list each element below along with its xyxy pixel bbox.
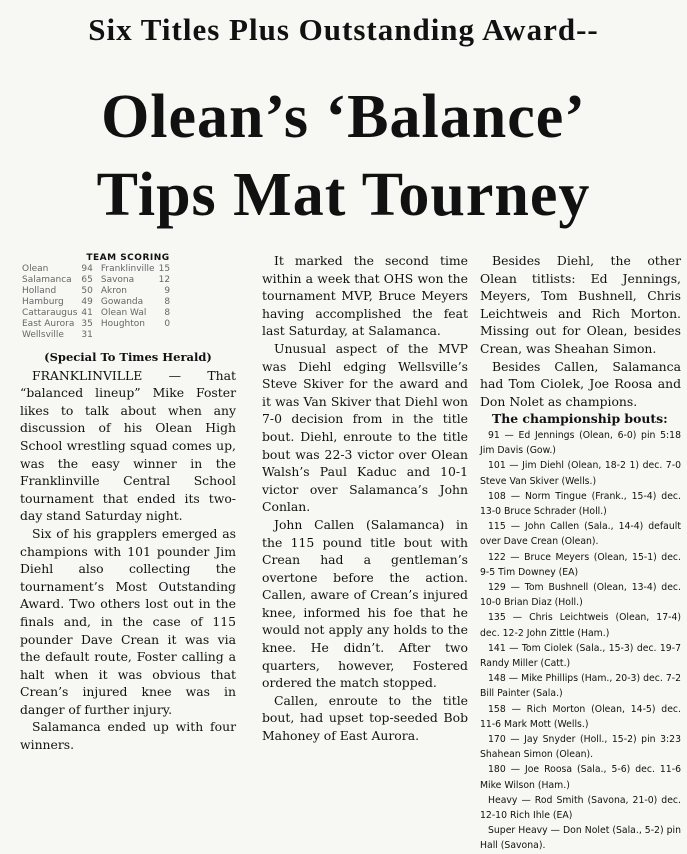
bout-result: 108 — Norm Tingue (Frank., 15-4) dec. 13-0 Bruce Schrader (Holl.) — [480, 490, 681, 517]
headline-line-1: Olean’s ‘Balance’ — [101, 83, 586, 151]
paragraph: Unusual aspect of the MVP was Diehl edging Wellsville’s Steve Skiver for the award and it was Van Skiver that Diehl won 7-0 decision from in the title bout. Diehl, enroute to the title bout was 22-3 victor over Olean Walsh’s Paul Kaduc and 10-1 victor over Salamanca’s John Conlan. — [262, 340, 468, 515]
team-scoring-row — [20, 330, 176, 341]
team-score: 31 — [81, 330, 93, 340]
paragraph: Besides Callen, Salamanca had Tom Ciolek, Joe Roosa and Don Nolet as champions. — [480, 358, 681, 409]
paragraph: Six of his grapplers emerged as champions with 101 pounder Jim Diehl also collecting the tournament’s Most Outstanding Award. Two others lost out in the finals and, in the case of 115 pounder Dave Crean it was via the default route, Foster calling a halt when it was obvious that Crean’s injured knee was in danger of further injury. — [20, 525, 236, 717]
paragraph: It marked the second time within a week that OHS won the tournament MVP, Bruce Meyers having accomplished the feat last Saturday, at Salamanca. — [262, 253, 468, 339]
team-name: Hamburg — [22, 297, 64, 307]
team-score: 9 — [164, 286, 171, 296]
bouts-list — [480, 428, 681, 854]
bout-result: 91 — Ed Jennings (Olean, 6-0) pin 5:18 Jim Davis (Gow.) — [480, 429, 681, 457]
team-score — [157, 330, 176, 341]
bout-result: Heavy — Rod Smith (Savona, 21-0) dec. 12-10 Rich Ihle (EA) — [480, 794, 681, 822]
team-name: Olean — [22, 264, 49, 274]
team-name: Gowanda — [100, 297, 144, 307]
bout-result: 122 — Bruce Meyers (Olean, 15-1) dec. 9-5 Tim Downey (EA) — [480, 551, 681, 578]
bout-result: 158 — Rich Morton (Olean, 14-5) dec. 11-6 Mark Mott (Wells.) — [480, 703, 681, 730]
team-name: Franklinville — [100, 264, 155, 274]
team-score: 12 — [158, 275, 171, 285]
headline-line-2: Tips Mat Tourney — [96, 161, 591, 229]
team-scoring-row — [20, 286, 176, 297]
kicker-headline: Six Titles Plus Outstanding Award-- — [88, 12, 599, 47]
paragraph: Callen, enroute to the title bout, had upset top-seeded Bob Mahoney of East Aurora. — [262, 692, 468, 744]
team-scoring-row — [20, 275, 176, 286]
team-scoring-title: TEAM SCORING — [86, 253, 170, 263]
team-score: 0 — [164, 319, 171, 329]
team-name: Akron — [100, 286, 127, 296]
team-scoring-row — [20, 264, 176, 275]
paragraph: Salamanca ended up with four winners. — [20, 719, 236, 753]
team-score: 50 — [81, 286, 93, 296]
article-column-1 — [20, 252, 236, 754]
team-score: 49 — [81, 297, 93, 307]
team-scoring-box — [20, 252, 236, 341]
bout-result: 141 — Tom Ciolek (Sala., 15-3) dec. 19-7 Randy Miller (Catt.) — [480, 642, 681, 669]
bouts-heading: The championship bouts: — [492, 411, 668, 427]
team-name: Salamanca — [22, 275, 72, 285]
team-name: Cattaraugus — [22, 308, 78, 318]
article-column-2 — [262, 252, 468, 745]
team-name: Savona — [100, 275, 135, 285]
bout-result: 180 — Joe Roosa (Sala., 5-6) dec. 11-6 Mike Wilson (Ham.) — [480, 764, 681, 791]
team-score: 8 — [164, 308, 171, 318]
bout-result: 135 — Chris Leichtweis (Olean, 17-4) dec. 12-2 John Zittle (Ham.) — [480, 612, 681, 639]
team-name — [99, 330, 157, 341]
team-scoring-row — [20, 297, 176, 308]
bout-result: 148 — Mike Phillips (Ham., 20-3) dec. 7-2 Bill Painter (Sala.) — [480, 673, 681, 700]
paragraph: Besides Diehl, the other Olean titlists: Ed Jennings, Meyers, Tom Bushnell, Chris Leichtweis and Rich Morton. Missing out for Olean, besides Crean, was Sheahan Simon. — [480, 253, 681, 356]
article-column-3 — [480, 252, 681, 854]
team-score: 94 — [81, 264, 93, 274]
team-name: East Aurora — [22, 319, 75, 329]
paragraph: John Callen (Salamanca) in the 115 pound title bout with Crean had a gentleman’s overtone before the action. Callen, aware of Crean’s injured knee, informed his foe that he would not apply any holds to the knee. He didn’t. After two quarters, however, Fostered ordered the match stopped. — [262, 516, 468, 691]
bout-result: 101 — Jim Diehl (Olean, 18-2 1) dec. 7-0 Steve Van Skiver (Wells.) — [480, 460, 681, 487]
team-score: 8 — [164, 297, 171, 307]
team-name: Wellsville — [22, 330, 64, 340]
team-name: Houghton — [100, 319, 145, 329]
bout-result: 115 — John Callen (Sala., 14-4) default over Dave Crean (Olean). — [480, 521, 681, 548]
team-name: Olean Wal — [100, 308, 147, 318]
team-score: 65 — [81, 275, 93, 285]
paragraph: FRANKLINVILLE — That “balanced lineup” Mike Foster likes to talk about when any discussion of his Olean High School wrestling squad comes up, was the easy winner in the Franklinville Central School tournament that ended its two-day stand Saturday night. — [20, 367, 236, 524]
team-score: 35 — [81, 319, 93, 329]
team-scoring-row — [20, 319, 176, 330]
byline-credit: (Special To Times Herald) — [44, 350, 212, 364]
bout-result: 129 — Tom Bushnell (Olean, 13-4) dec. 10-0 Brian Diaz (Holl.) — [480, 581, 681, 609]
team-score: 15 — [158, 264, 171, 274]
team-scoring-row — [20, 308, 176, 319]
team-scoring-table — [20, 264, 176, 341]
bout-result: Super Heavy — Don Nolet (Sala., 5-2) pin Hall (Savona). — [480, 825, 681, 852]
team-name: Holland — [22, 286, 57, 296]
team-score: 41 — [81, 308, 93, 318]
bout-result: 170 — Jay Snyder (Holl., 15-2) pin 3:23 Shahean Simon (Olean). — [480, 734, 681, 761]
